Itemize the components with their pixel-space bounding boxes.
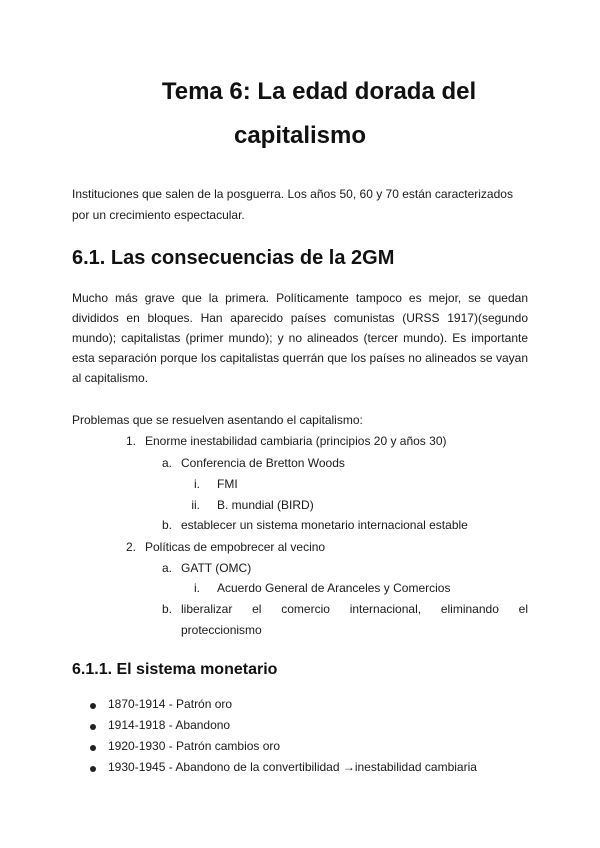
- list-item: Acuerdo General de Aranceles y Comercios: [217, 581, 451, 595]
- bullet-item: 1920-1930 - Patrón cambios oro: [108, 739, 281, 753]
- bullet-item: 1930-1945 - Abandono de la convertibilidad →inestabilidad cambiaria: [108, 760, 477, 774]
- list-marker: ii.: [191, 498, 200, 512]
- word: el: [252, 602, 262, 616]
- list-marker: 2.: [125, 540, 136, 554]
- list-item: FMI: [217, 477, 238, 491]
- list-marker: b.: [161, 518, 172, 532]
- list-marker: i.: [194, 477, 200, 491]
- title-line-2: capitalismo: [233, 122, 367, 149]
- bullet-icon: [90, 766, 96, 772]
- word: eliminando: [440, 602, 499, 616]
- list-item-justified-line: [181, 602, 528, 616]
- list-item: B. mundial (BIRD): [217, 498, 314, 512]
- list-marker: b.: [161, 602, 172, 616]
- bullet-icon: [90, 703, 96, 709]
- bullet-icon: [90, 724, 96, 730]
- section-heading-6-1-1: 6.1.1. El sistema monetario: [72, 661, 278, 678]
- list-item: Enorme inestabilidad cambiaria (principios 20 y años 30): [145, 434, 447, 448]
- problems-intro: Problemas que se resuelven asentando el capitalismo:: [72, 413, 363, 427]
- list-item: establecer un sistema monetario internacional estable: [181, 518, 468, 532]
- word: liberalizar: [181, 602, 233, 616]
- intro-paragraph: Instituciones que salen de la posguerra. Los años 50, 60 y 70 están caracterizados por un crecimiento espectacular.: [72, 187, 513, 222]
- section-heading-6-1: 6.1. Las consecuencias de la 2GM: [72, 247, 395, 269]
- word: el: [518, 602, 528, 616]
- list-item: Conferencia de Bretton Woods: [181, 456, 345, 470]
- title-line-1: Tema 6: La edad dorada del: [161, 78, 477, 105]
- bullet-icon: [90, 745, 96, 751]
- word: comercio: [281, 602, 330, 616]
- word: internacional,: [349, 602, 422, 616]
- bullet-item: 1870-1914 - Patrón oro: [108, 697, 233, 711]
- list-item: Políticas de empobrecer al vecino: [145, 540, 326, 554]
- list-marker: 1.: [125, 434, 136, 448]
- section-paragraph: Mucho más grave que la primera. Políticamente tampoco es mejor, se quedan divididos en bloques. Han aparecido países comunistas (URSS 1917)(segundo mundo); capitalistas (primer mundo); y no alineados (tercer mundo). Es importante esta separación porque los capitalistas querrán que los países no alineados se vayan al capitalismo.: [72, 291, 528, 385]
- list-item-continuation: proteccionismo: [181, 623, 262, 637]
- list-item: GATT (OMC): [181, 561, 252, 575]
- list-marker: a.: [161, 456, 172, 470]
- list-marker: i.: [194, 581, 200, 595]
- page-title: [0, 70, 600, 158]
- list-marker: a.: [161, 561, 172, 575]
- bullet-item: 1914-1918 - Abandono: [108, 718, 231, 732]
